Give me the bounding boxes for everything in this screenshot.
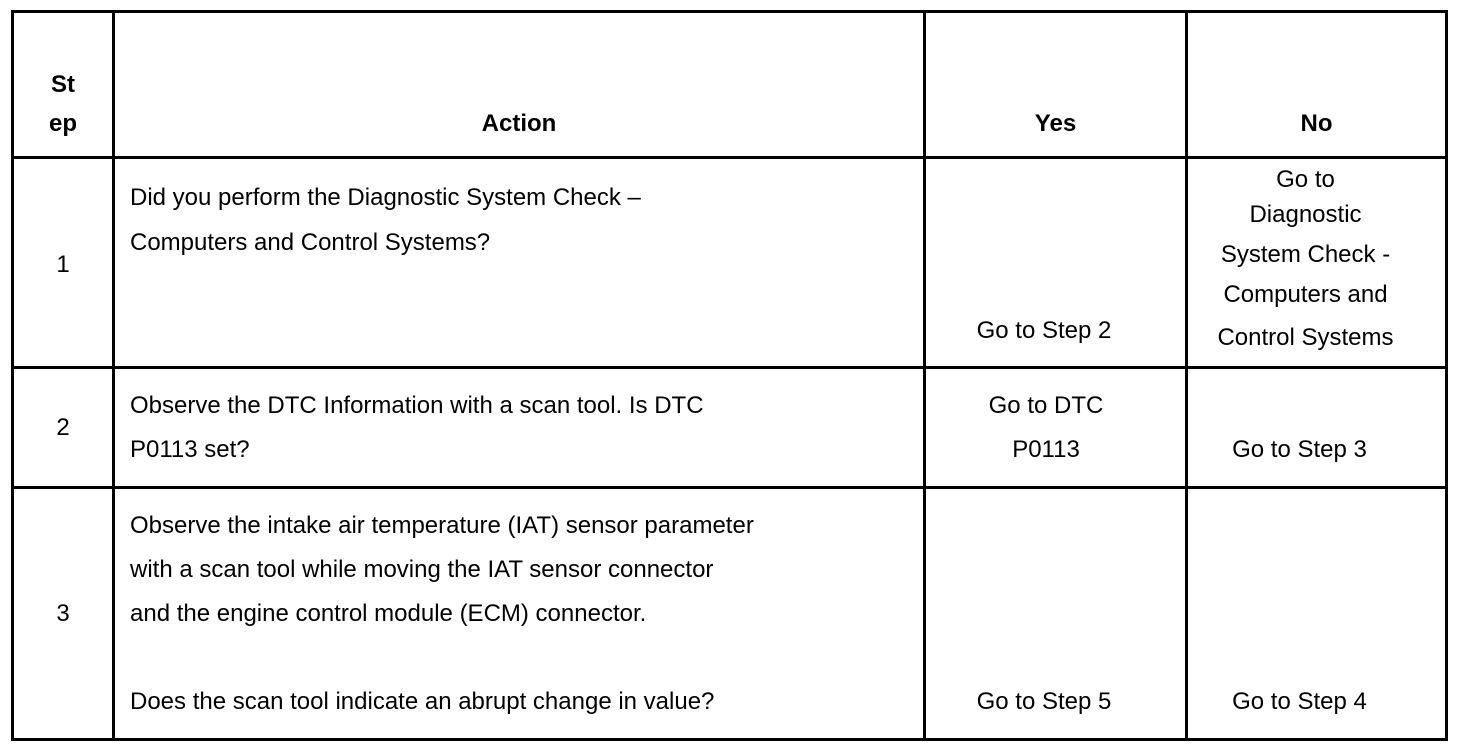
action-text: Observe the intake air temperature (IAT) sensor parameter xyxy=(130,512,754,539)
table-border-bottom xyxy=(11,738,1448,741)
header-divider xyxy=(11,156,1448,159)
row-divider-2 xyxy=(11,486,1448,489)
action-text: with a scan tool while moving the IAT sensor connector xyxy=(130,556,714,583)
no-result: System Check - xyxy=(1220,241,1391,268)
row-divider-1 xyxy=(11,366,1448,369)
table-border-top xyxy=(11,10,1448,13)
header-step-line1: St xyxy=(51,71,75,98)
header-no: No xyxy=(1300,110,1333,137)
yes-result: Go to Step 2 xyxy=(976,317,1112,344)
step-number: 2 xyxy=(56,414,70,441)
table-border-right xyxy=(1445,10,1448,741)
yes-result: Go to DTC xyxy=(988,392,1104,419)
action-text: P0113 set? xyxy=(130,436,250,463)
no-result: Computers and xyxy=(1223,281,1388,308)
action-text: Does the scan tool indicate an abrupt change in value? xyxy=(130,688,715,715)
no-result: Go to xyxy=(1276,166,1335,193)
no-result: Diagnostic xyxy=(1249,201,1362,228)
yes-result: Go to Step 5 xyxy=(976,688,1112,715)
yes-result: P0113 xyxy=(1012,436,1080,463)
no-result: Go to Step 4 xyxy=(1232,688,1367,715)
action-text: and the engine control module (ECM) connector. xyxy=(130,600,647,627)
no-result: Control Systems xyxy=(1217,324,1394,351)
action-text: Did you perform the Diagnostic System Check – xyxy=(130,184,641,211)
step-number: 3 xyxy=(56,600,70,627)
action-text: Observe the DTC Information with a scan tool. Is DTC xyxy=(130,392,704,419)
no-result: Go to Step 3 xyxy=(1232,436,1367,463)
action-text: Computers and Control Systems? xyxy=(130,229,491,256)
header-action: Action xyxy=(481,110,557,137)
step-number: 1 xyxy=(56,251,70,278)
header-yes: Yes xyxy=(1034,110,1077,137)
header-step-line2: ep xyxy=(48,110,77,137)
